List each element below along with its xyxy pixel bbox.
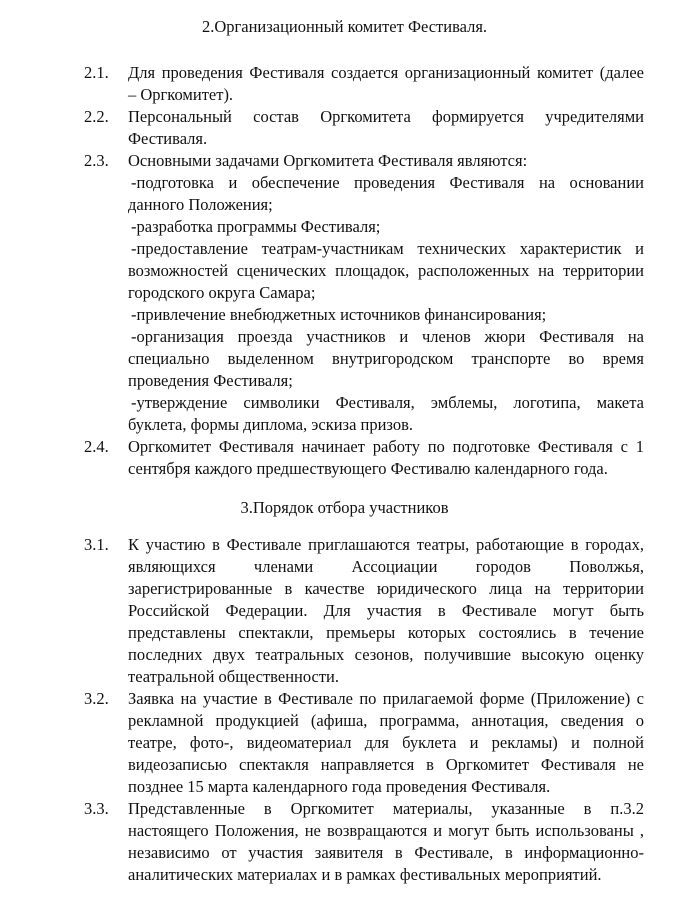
clause-line: аналитических материалах и в рамках фестивальных мероприятий.: [128, 865, 602, 884]
clause-number: 2.2.: [84, 107, 109, 126]
clause-line: Представленные в Оргкомитет материалы, указанные в п.3.2: [128, 799, 644, 818]
clause-line: зарегистрированные в качестве юридического лица на территории: [128, 579, 644, 598]
clause-line: Оргкомитет Фестиваля начинает работу по подготовке Фестиваля с 1: [128, 437, 644, 456]
clause-number: 2.3.: [84, 151, 109, 170]
clause-line: позднее 15 марта календарного года проведения Фестиваля.: [128, 777, 551, 796]
clause-line: К участию в Фестивале приглашаются театры, работающие в городах,: [128, 535, 644, 554]
clause-line: последних двух театральных сезонов, получившие высокую оценку: [128, 645, 644, 664]
clause-line: -разработка программы Фестиваля;: [131, 217, 381, 236]
clause-line: независимо от участия заявителя в Фестивале, в информационно-: [128, 843, 644, 862]
clause-line: Основными задачами Оргкомитета Фестиваля являются:: [128, 151, 528, 170]
clause-line: городского округа Самара;: [128, 283, 316, 302]
clause-line: -привлечение внебюджетных источников финансирования;: [131, 305, 547, 324]
clause-line: -подготовка и обеспечение проведения Фестиваля на основании: [131, 173, 644, 192]
clause-line: Российской Федерации. Для участия в Фестивале могут быть: [128, 601, 644, 620]
clause-line: – Оргкомитет).: [128, 85, 234, 104]
section-3-title: 3.Порядок отбора участников: [240, 498, 449, 517]
clause-line: буклета, формы диплома, эскиза призов.: [128, 415, 414, 434]
section-2-title: 2.Организационный комитет Фестиваля.: [201, 17, 488, 36]
clause-number: 3.1.: [84, 535, 109, 554]
clause-line: являющихся членами Ассоциации городов Поволжья,: [128, 557, 644, 576]
clause-line: -утверждение символики Фестиваля, эмблемы, логотипа, макета: [131, 393, 644, 412]
clause-line: специально выделенном внутригородском транспорте во время: [128, 349, 644, 368]
clause-number: 3.3.: [84, 799, 109, 818]
clause-line: проведения Фестиваля;: [128, 371, 293, 390]
clause-line: Для проведения Фестиваля создается организационный комитет (далее: [128, 63, 644, 82]
clause-line: театре, фото-, видеоматериал для буклета и рекламы) и полной: [128, 733, 644, 752]
clause-number: 2.1.: [84, 63, 109, 82]
clause-line: рекламной продукцией (афиша, программа, аннотация, сведения о: [128, 711, 644, 730]
clause-line: данного Положения;: [128, 195, 273, 214]
clause-line: Персональный состав Оргкомитета формируется учредителями: [128, 107, 644, 126]
clause-line: видеозаписью спектакля направляется в Оргкомитет Фестиваля не: [128, 755, 644, 774]
clause-line: -организация проезда участников и членов жюри Фестиваля на: [131, 327, 644, 346]
clause-line: настоящего Положения, не возвращаются и могут быть использованы ,: [128, 821, 644, 840]
clause-line: Заявка на участие в Фестивале по прилагаемой форме (Приложение) с: [128, 689, 644, 708]
clause-number: 3.2.: [84, 689, 109, 708]
clause-line: Фестиваля.: [128, 129, 208, 148]
clause-line: представлены спектакли, премьеры которых состоялись в течение: [128, 623, 644, 642]
clause-line: -предоставление театрам-участникам технических характеристик и: [131, 239, 644, 258]
clause-number: 2.4.: [84, 437, 109, 456]
clause-line: возможностей сценических площадок, расположенных на территории: [128, 261, 644, 280]
clause-line: сентября каждого предшествующего Фестивалю календарного года.: [128, 459, 608, 478]
clause-line: театральной общественности.: [128, 667, 340, 686]
